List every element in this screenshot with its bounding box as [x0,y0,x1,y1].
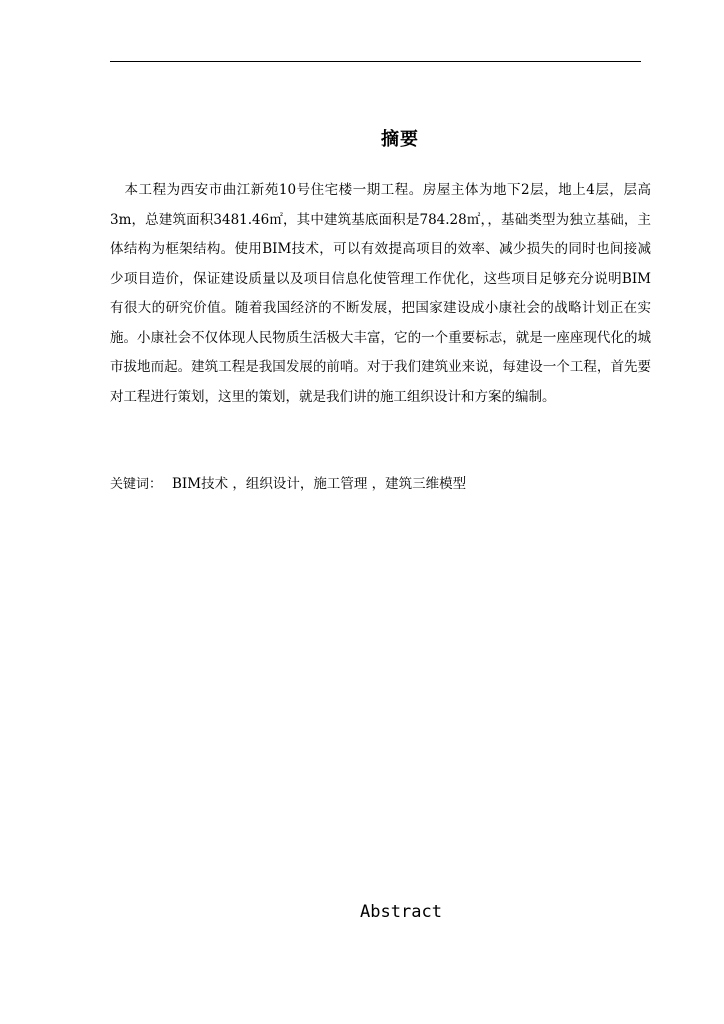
abstract-body-text: 本工程为西安市曲江新苑10号住宅楼一期工程。房屋主体为地下2层，地上4层，层高3m，总建筑面积3481.46㎡，其中建筑基底面积是784.28㎡，，基础类型为独立基础，主体结构为框架结构。使用BIM技术，可以有效提高项目的效率、减少损失的同时也间接减少项目造价，保证建设质量以及项目信息化使管理工作优化，这些项目足够充分说明BIM有很大的研究价值。随着我国经济的不断发展，把国家建设成小康社会的战略计划正在实施。小康社会不仅体现人民物质生活极大丰富，它的一个重要标志，就是一座座现代化的城市拔地而起。建筑工程是我国发展的前哨。对于我们建筑业来说，每建设一个工程，首先要对工程进行策划，这里的策划，就是我们讲的施工组织设计和方案的编制。 [110,182,651,405]
keywords-line [110,471,651,498]
abstract-title-en: Abstract [360,902,442,922]
header-rule [110,61,641,62]
keywords-label: 关键词： [110,477,163,492]
abstract-title-cn: 摘要 [381,129,419,150]
keywords-value: BIM技术 ，组织设计，施工管理 ，建筑三维模型 [172,476,467,492]
abstract-body [110,176,651,412]
